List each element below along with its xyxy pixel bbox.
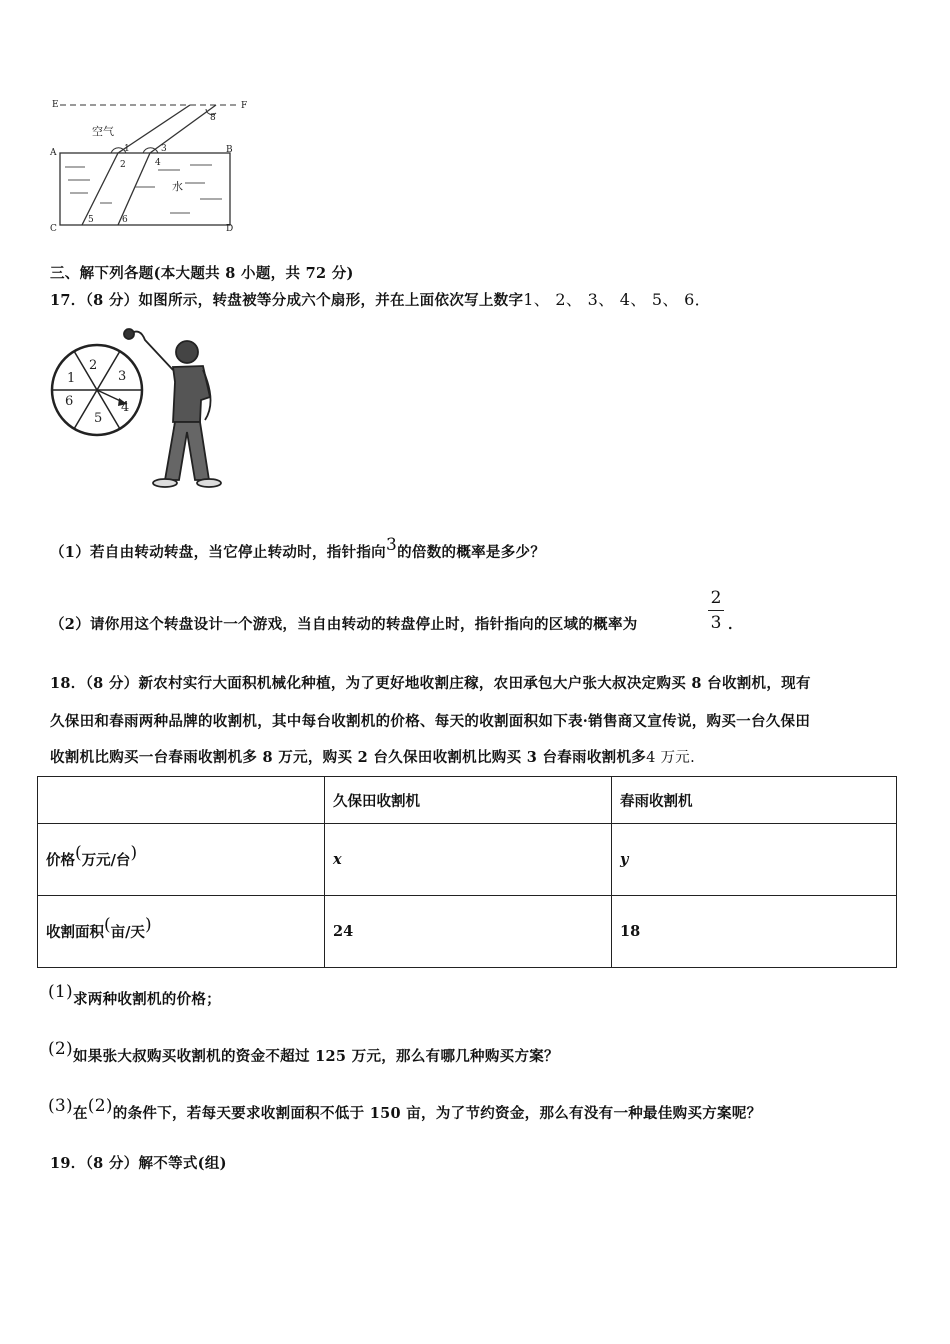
table-header-cell bbox=[38, 777, 325, 824]
table-header-row bbox=[38, 777, 897, 824]
q17-part2-end: ． bbox=[728, 616, 743, 633]
q17-part1-b: 的倍数的概率是多少？ bbox=[397, 544, 546, 561]
table-cell: 24 bbox=[325, 896, 612, 968]
q19-stem: 19．（8 分）解不等式(组) bbox=[50, 1155, 227, 1172]
q18-line3-end: 4 万元. bbox=[646, 750, 696, 766]
wheel-number-2: 2 bbox=[89, 358, 98, 373]
table-cell: 18 bbox=[612, 896, 897, 968]
sub3-text-b: 的条件下，若每天要求收割面积不低于 150 亩，为了节约资金，那么有没有一种最佳购买方案呢？ bbox=[112, 1105, 762, 1122]
q18-line2: 久保田和春雨两种品牌的收割机，其中每台收割机的价格、每天的收割面积如下表·销售商又宣传说，购买一台久保田 bbox=[50, 713, 811, 730]
sub3-ref: (2) bbox=[87, 1096, 113, 1116]
table-cell: y bbox=[612, 824, 897, 896]
sub3-number: (3) bbox=[48, 1096, 73, 1116]
label-4: 4 bbox=[155, 158, 161, 168]
q17-fraction bbox=[708, 588, 724, 633]
q18-sub3 bbox=[48, 1096, 762, 1123]
table-row-label: 价格(万元/台) bbox=[38, 824, 325, 896]
table-row bbox=[38, 896, 897, 968]
q17-stem-text: 17．（8 分）如图所示，转盘被等分成六个扇形，并在上面依次写上数字 bbox=[50, 292, 524, 309]
label-c: C bbox=[50, 224, 57, 234]
sub2-number: (2) bbox=[48, 1039, 73, 1059]
wheel-number-3: 3 bbox=[118, 369, 127, 384]
q17-part1-num: 3 bbox=[386, 535, 398, 555]
label-1: 1 bbox=[124, 144, 130, 154]
table-header-cell: 久保田收割机 bbox=[325, 777, 612, 824]
sub2-text: 如果张大叔购买收割机的资金不超过 125 万元，那么有哪几种购买方案？ bbox=[72, 1048, 559, 1065]
table-row bbox=[38, 824, 897, 896]
price-label: 价格 bbox=[46, 852, 75, 869]
q18-line3 bbox=[50, 746, 695, 767]
q18-line3-text: 收割机比购买一台春雨收割机多 8 万元，购买 2 台久保田收割机比购买 3 台春雨收割机多 bbox=[50, 749, 647, 766]
q17-part2: （2）请你用这个转盘设计一个游戏，当自由转动的转盘停止时，指针指向的区域的概率为 bbox=[50, 616, 638, 633]
section-title: 三、解下列各题(本大题共 8 小题，共 72 分) bbox=[50, 265, 354, 282]
label-f: F bbox=[241, 101, 248, 111]
wheel-number-5: 5 bbox=[94, 411, 103, 426]
price-unit: 万元/台 bbox=[81, 852, 131, 869]
fraction-denominator: 3 bbox=[710, 613, 722, 633]
label-d: D bbox=[226, 224, 234, 234]
label-b: B bbox=[226, 145, 233, 155]
harvester-table bbox=[37, 776, 897, 968]
fraction-numerator: 2 bbox=[710, 588, 722, 608]
q18-sub1 bbox=[48, 982, 221, 1009]
q17-part1 bbox=[50, 535, 546, 562]
sub1-number: (1) bbox=[48, 982, 73, 1002]
label-8: 8 bbox=[210, 113, 216, 123]
air-label: 空气 bbox=[92, 125, 114, 138]
q18-line1: 18．（8 分）新农村实行大面积机械化种植，为了更好地收割庄稼，农田承包大户张大叔决定购买 8 台收割机，现有 bbox=[50, 675, 811, 692]
area-unit: 亩/天 bbox=[110, 924, 145, 941]
label-2: 2 bbox=[120, 160, 126, 170]
label-6: 6 bbox=[122, 215, 128, 225]
label-e: E bbox=[52, 100, 59, 110]
water-label: 水 bbox=[172, 180, 183, 193]
label-5: 5 bbox=[88, 215, 94, 225]
wheel-number-1: 1 bbox=[67, 371, 76, 386]
refraction-figure bbox=[40, 95, 270, 235]
table-cell: x bbox=[325, 824, 612, 896]
sub3-text-a: 在 bbox=[72, 1105, 88, 1122]
q18-sub2 bbox=[48, 1039, 559, 1066]
q17-stem bbox=[50, 287, 711, 310]
area-label: 收割面积 bbox=[46, 924, 104, 941]
label-3: 3 bbox=[161, 144, 167, 154]
q17-stem-numbers: 1、 2、 3、 4、 5、 6． bbox=[523, 290, 711, 309]
table-header-cell: 春雨收割机 bbox=[612, 777, 897, 824]
spinner-figure bbox=[45, 322, 230, 492]
label-a: A bbox=[50, 148, 57, 158]
sub1-text: 求两种收割机的价格； bbox=[72, 991, 221, 1008]
q17-part1-a: （1）若自由转动转盘，当它停止转动时，指针指向 bbox=[50, 544, 386, 561]
table-row-label: 收割面积(亩/天) bbox=[38, 896, 325, 968]
wheel-number-6: 6 bbox=[65, 394, 74, 409]
wheel-number-4: 4 bbox=[121, 400, 130, 415]
